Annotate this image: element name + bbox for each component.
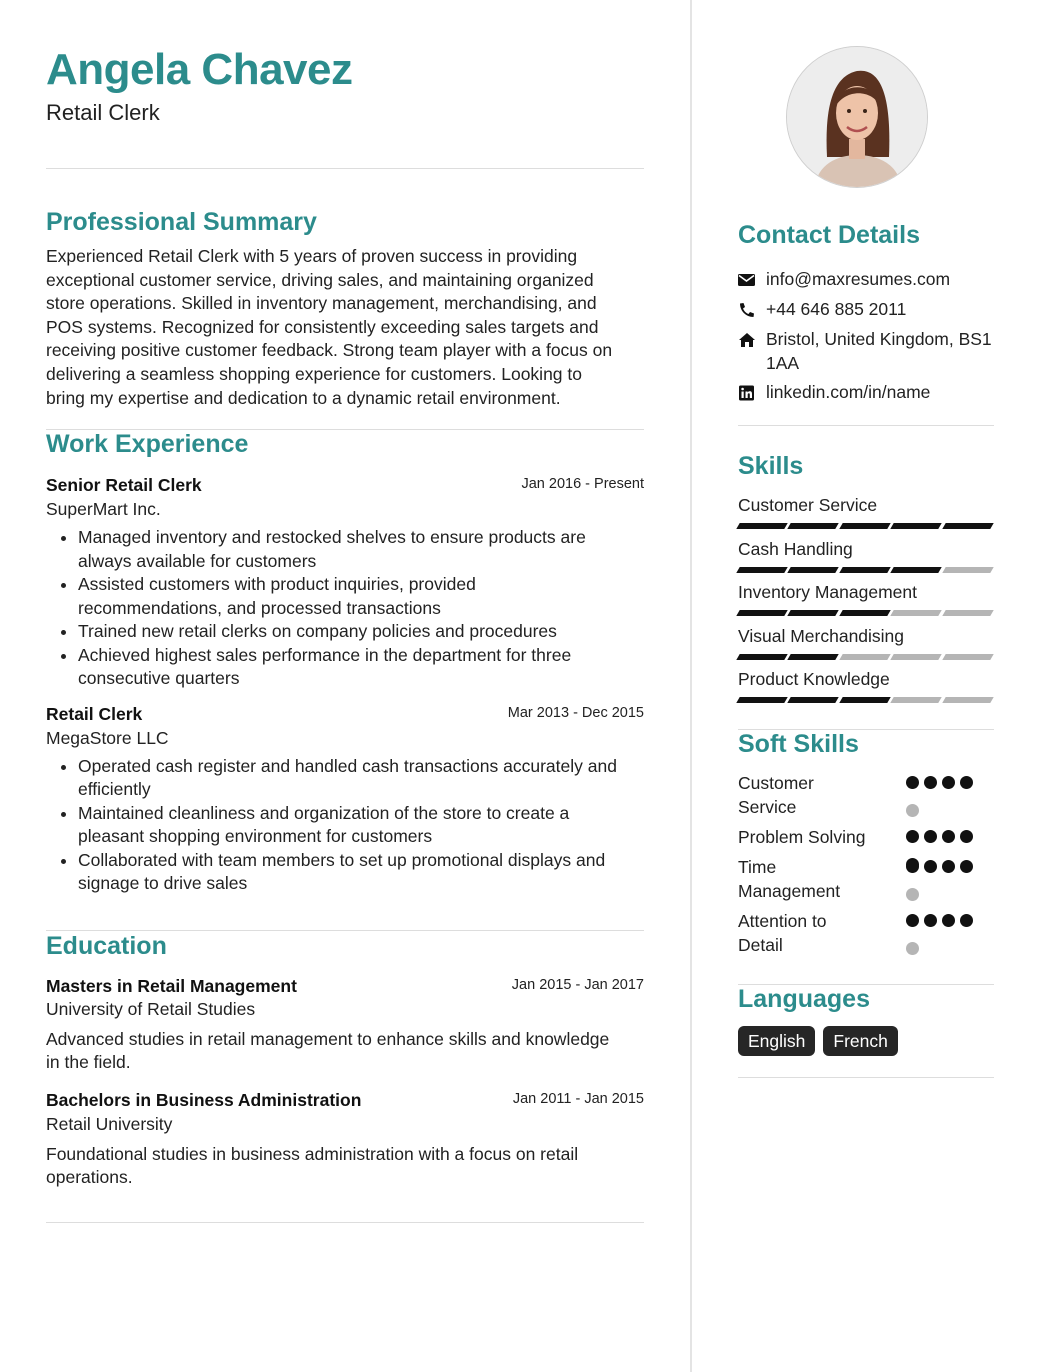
skill-level-bar	[738, 523, 994, 529]
skill-segment-filled	[839, 697, 891, 703]
skill-segment-filled	[736, 654, 788, 660]
skill-name: Visual Merchandising	[738, 625, 905, 646]
phone-text: +44 646 885 2011	[766, 299, 907, 319]
education-description	[46, 1028, 644, 1075]
job-entry	[46, 703, 644, 896]
soft-skill-name-line: Time	[738, 857, 777, 877]
main-column	[46, 44, 644, 1223]
skill-name: Cash Handling	[738, 538, 853, 559]
envelope-icon	[738, 272, 756, 288]
linkedin-text: linkedin.com/in/name	[766, 382, 931, 402]
skill-segment-empty	[890, 697, 942, 703]
summary-line: delivering a seamless shopping experience for customers. Looking to	[46, 363, 582, 384]
address-line: Bristol, United Kingdom, BS1	[766, 329, 992, 349]
contact-phone[interactable]	[738, 298, 994, 328]
soft-skill-name-line: Service	[738, 796, 797, 817]
rating-dot-filled	[942, 914, 955, 927]
soft-skill-item	[738, 856, 994, 910]
skill-item	[738, 494, 994, 538]
rating-dot-filled	[906, 776, 919, 789]
skill-segment-filled	[788, 654, 840, 660]
contact-linkedin[interactable]	[738, 381, 994, 411]
rating-dot-filled	[960, 914, 973, 927]
rating-dot-filled	[924, 914, 937, 927]
description-line: operations.	[46, 1167, 133, 1188]
skill-segment-empty	[942, 654, 994, 660]
bullet-line: Maintained cleanliness and organization of the store to create a	[78, 802, 570, 823]
soft-skills-heading: Soft Skills	[738, 730, 859, 758]
rating-dot-filled	[960, 860, 973, 873]
home-icon	[738, 332, 756, 348]
education-description	[46, 1143, 644, 1190]
work-heading: Work Experience	[46, 430, 249, 459]
education-entry	[46, 1089, 644, 1190]
skill-level-bar	[738, 654, 994, 660]
skill-segment-filled	[736, 610, 788, 616]
rating-dot-filled	[942, 830, 955, 843]
job-date: Mar 2013 - Dec 2015	[507, 704, 644, 721]
job-bullet	[78, 526, 644, 573]
summary-text	[46, 245, 644, 410]
job-bullets	[46, 755, 644, 896]
rating-dot-filled	[906, 860, 919, 873]
skill-segment-filled	[839, 523, 891, 529]
soft-skill-name	[738, 910, 888, 957]
description-line: Foundational studies in business administration with a focus on retail	[46, 1143, 579, 1164]
skill-level-bar	[738, 567, 994, 573]
rating-dot-filled	[942, 776, 955, 789]
skill-segment-filled	[942, 523, 994, 529]
rating-dot-filled	[924, 830, 937, 843]
skill-segment-empty	[890, 654, 942, 660]
job-title: Senior Retail Clerk	[46, 475, 202, 496]
skill-name: Product Knowledge	[738, 669, 890, 689]
bullet-line: Achieved highest sales performance in the department for three	[78, 644, 572, 665]
degree-title: Bachelors in Business Administration	[46, 1089, 362, 1110]
soft-skill-name-line: Attention to	[738, 911, 827, 931]
skill-segment-filled	[788, 610, 840, 616]
skill-segment-filled	[788, 697, 840, 703]
rating-dots-row	[906, 830, 986, 848]
skill-segment-empty	[890, 610, 942, 616]
rating-dot-filled	[924, 860, 937, 873]
education-heading: Education	[46, 931, 167, 960]
soft-skill-name-line: Problem Solving	[738, 827, 866, 847]
skill-level-bar	[738, 697, 994, 703]
job-entry	[46, 474, 644, 691]
rating-dot-empty	[906, 888, 919, 901]
skill-segment-filled	[839, 610, 891, 616]
summary-line: receiving positive customer feedback. Strong team player with a focus on	[46, 340, 613, 361]
bullet-line: efficiently	[78, 779, 151, 800]
skill-level-bar	[738, 610, 994, 616]
address-line: 1AA	[766, 352, 800, 373]
skill-item	[738, 668, 994, 712]
portrait-illustration	[787, 47, 927, 187]
skill-segment-filled	[890, 523, 942, 529]
job-bullet	[78, 620, 644, 644]
soft-skill-rating	[906, 914, 986, 960]
rating-dots-row	[906, 888, 986, 906]
rating-dots-row	[906, 804, 986, 822]
language-badge-french: French	[823, 1026, 897, 1056]
skill-segment-filled	[839, 567, 891, 573]
soft-skill-item	[738, 772, 994, 826]
rating-dots-row	[906, 942, 986, 960]
bullet-line: Assisted customers with product inquiries, provided	[78, 574, 476, 595]
summary-line: exceptional customer service, driving sales, and maintaining organized	[46, 269, 594, 290]
summary-heading: Professional Summary	[46, 208, 317, 236]
rating-dot-empty	[906, 942, 919, 955]
contact-address	[738, 328, 994, 381]
languages-list	[738, 1026, 898, 1056]
degree-title: Masters in Retail Management	[46, 975, 297, 996]
description-line: in the field.	[46, 1052, 131, 1073]
education-entry	[46, 975, 644, 1075]
contact-divider	[738, 425, 994, 426]
job-bullet	[78, 573, 644, 620]
skill-name: Inventory Management	[738, 582, 917, 602]
linkedin-icon	[738, 385, 756, 401]
soft-skill-name	[738, 826, 888, 850]
soft-skill-rating	[906, 776, 986, 822]
skill-segment-filled	[788, 523, 840, 529]
languages-divider	[738, 1077, 994, 1078]
description-line: Advanced studies in retail management to enhance skills and knowledge	[46, 1028, 610, 1049]
skill-segment-filled	[736, 697, 788, 703]
soft-skill-name	[738, 856, 888, 903]
bullet-line: Collaborated with team members to set up promotional displays and	[78, 849, 606, 870]
job-company: MegaStore LLC	[46, 727, 169, 748]
skill-segment-empty	[942, 610, 994, 616]
skills-list	[738, 494, 994, 712]
bullet-line: recommendations, and processed transactions	[78, 597, 441, 618]
rating-dots-row	[906, 860, 986, 878]
candidate-name: Angela Chavez	[46, 45, 353, 94]
job-company: SuperMart Inc.	[46, 499, 161, 520]
skill-segment-filled	[736, 523, 788, 529]
rating-dot-filled	[960, 830, 973, 843]
skill-segment-filled	[890, 567, 942, 573]
language-badge-english: English	[738, 1026, 815, 1056]
bullet-line: consecutive quarters	[78, 668, 240, 689]
soft-skill-name-line: Management	[738, 880, 841, 901]
skill-segment-empty	[839, 654, 891, 660]
summary-line: POS systems. Recognized for consistently exceeding sales targets and	[46, 316, 599, 337]
contact-email[interactable]	[738, 268, 994, 298]
contact-heading: Contact Details	[738, 221, 920, 249]
phone-icon	[738, 302, 756, 318]
job-title: Retail Clerk	[46, 703, 143, 724]
bullet-line: signage to drive sales	[78, 873, 248, 894]
soft-skill-item	[738, 910, 994, 964]
soft-skill-name-line: Customer	[738, 773, 814, 793]
soft-skill-rating	[906, 860, 986, 906]
bullet-line: Managed inventory and restocked shelves to ensure products are	[78, 527, 586, 548]
school-name: Retail University	[46, 1113, 173, 1134]
job-bullet	[78, 755, 644, 802]
skill-item	[738, 538, 994, 582]
job-date: Jan 2016 - Present	[521, 476, 644, 493]
header-divider	[46, 168, 644, 169]
school-name: University of Retail Studies	[46, 998, 256, 1019]
skill-segment-filled	[788, 567, 840, 573]
education-date: Jan 2011 - Jan 2015	[512, 1090, 644, 1107]
rating-dot-filled	[924, 776, 937, 789]
skill-segment-empty	[942, 697, 994, 703]
job-bullets	[46, 526, 644, 691]
bullet-line: pleasant shopping environment for customers	[78, 826, 433, 847]
rating-dots-row	[906, 914, 986, 932]
skill-segment-empty	[942, 567, 994, 573]
summary-line: Experienced Retail Clerk with 5 years of proven success in providing	[46, 246, 578, 266]
skill-segment-filled	[736, 567, 788, 573]
rating-dot-empty	[906, 804, 919, 817]
education-date: Jan 2015 - Jan 2017	[511, 976, 644, 993]
job-bullet	[78, 802, 644, 849]
rating-dot-filled	[906, 914, 919, 927]
languages-heading: Languages	[738, 985, 870, 1013]
soft-skill-name-line: Detail	[738, 934, 783, 955]
soft-skill-item	[738, 826, 994, 856]
job-bullet	[78, 644, 644, 691]
contact-list	[738, 268, 994, 411]
education-divider	[46, 1222, 644, 1223]
skill-name: Customer Service	[738, 495, 878, 515]
bullet-line: Operated cash register and handled cash transactions accurately and	[78, 755, 617, 776]
rating-dot-filled	[942, 860, 955, 873]
summary-line: bring my expertise and dedication to a dynamic retail environment.	[46, 387, 561, 408]
rating-dot-filled	[960, 776, 973, 789]
rating-dots-row	[906, 776, 986, 794]
email-text: info@maxresumes.com	[766, 269, 951, 289]
skill-item	[738, 581, 994, 625]
skill-item	[738, 625, 994, 669]
profile-photo	[786, 46, 928, 188]
bullet-line: always available for customers	[78, 550, 317, 571]
job-bullet	[78, 849, 644, 896]
candidate-title: Retail Clerk	[46, 100, 160, 125]
summary-line: store operations. Skilled in inventory management, merchandising, and	[46, 293, 597, 314]
soft-skill-name	[738, 772, 888, 819]
soft-skills-list	[738, 772, 994, 964]
column-divider	[690, 0, 692, 1372]
rating-dot-filled	[906, 830, 919, 843]
bullet-line: Trained new retail clerks on company policies and procedures	[78, 621, 557, 642]
skills-heading: Skills	[738, 452, 804, 480]
